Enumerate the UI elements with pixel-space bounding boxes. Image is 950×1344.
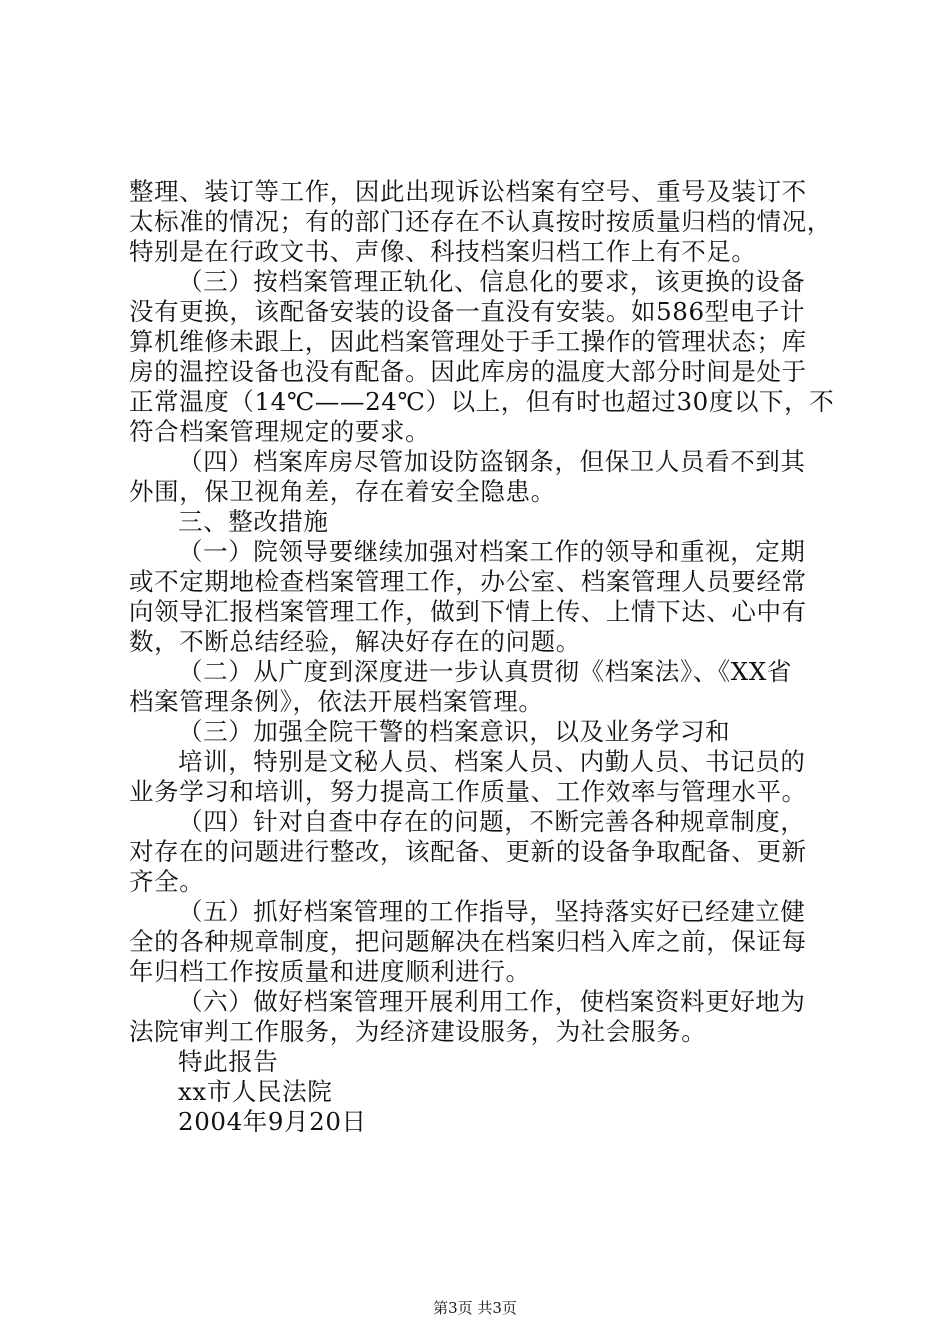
text-line: 数，不断总结经验，解决好存在的问题。 (129, 627, 581, 656)
text-line: 特别是在行政文书、声像、科技档案归档工作上有不足。 (129, 237, 757, 266)
section-heading: 三、整改措施 (178, 507, 329, 536)
text-line: 对存在的问题进行整改，该配备、更新的设备争取配备、更新 (129, 837, 807, 866)
text-line: （三）按档案管理正轨化、信息化的要求，该更换的设备 (178, 267, 806, 296)
text-line: 算机维修未跟上，因此档案管理处于手工操作的管理状态；库 (129, 327, 807, 356)
text-line: 没有更换，该配备安装的设备一直没有安装。如586型电子计 (129, 297, 806, 326)
text-line: （五）抓好档案管理的工作指导，坚持落实好已经建立健 (178, 897, 806, 926)
text-line: 向领导汇报档案管理工作，做到下情上传、上情下达、心中有 (129, 597, 807, 626)
text-line: 外围，保卫视角差，存在着安全隐患。 (129, 477, 556, 506)
text-line: （四）针对自查中存在的问题，不断完善各种规章制度， (178, 807, 806, 836)
text-line: 齐全。 (129, 867, 205, 896)
signature-org: xx市人民法院 (178, 1077, 333, 1106)
text-line: 符合档案管理规定的要求。 (129, 417, 431, 446)
text-line: 全的各种规章制度，把问题解决在档案归档入库之前，保证每 (129, 927, 807, 956)
signature-date: 2004年9月20日 (178, 1107, 367, 1136)
text-line: 业务学习和培训，努力提高工作质量、工作效率与管理水平。 (129, 777, 807, 806)
text-line: （四）档案库房尽管加设防盗钢条，但保卫人员看不到其 (178, 447, 806, 476)
text-line: （二）从广度到深度进一步认真贯彻《档案法》、《XX省 (178, 657, 792, 686)
page-number: 第3页 共3页 (433, 1299, 517, 1317)
text-line: 年归档工作按质量和进度顺利进行。 (129, 957, 531, 986)
text-line: 房的温控设备也没有配备。因此库房的温度大部分时间是处于 (129, 357, 807, 386)
text-line: 或不定期地检查档案管理工作，办公室、档案管理人员要经常 (129, 567, 807, 596)
text-line: 档案管理条例》，依法开展档案管理。 (129, 687, 544, 716)
text-line: 正常温度（14℃——24℃）以上，但有时也超过30度以下，不 (129, 387, 835, 416)
text-line: 法院审判工作服务，为经济建设服务，为社会服务。 (129, 1017, 707, 1046)
text-line: （一）院领导要继续加强对档案工作的领导和重视，定期 (178, 537, 806, 566)
closing-line: 特此报告 (178, 1047, 279, 1076)
text-line: 太标准的情况；有的部门还存在不认真按时按质量归档的情况， (129, 207, 832, 236)
text-line: 培训，特别是文秘人员、档案人员、内勤人员、书记员的 (178, 747, 806, 776)
text-line: （六）做好档案管理开展利用工作，使档案资料更好地为 (178, 987, 806, 1016)
text-line: （三）加强全院干警的档案意识，以及业务学习和 (178, 717, 731, 746)
text-line: 整理、装订等工作，因此出现诉讼档案有空号、重号及装订不 (129, 177, 807, 206)
